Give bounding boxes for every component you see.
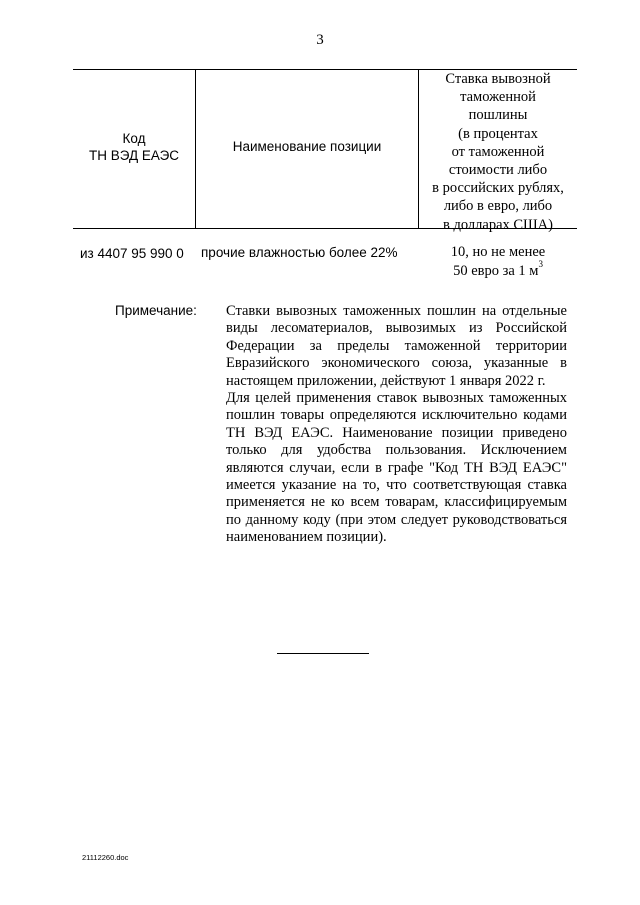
row-code: из 4407 95 990 0 xyxy=(80,246,184,261)
row-rate-text: 50 евро за 1 м xyxy=(453,263,539,279)
column-header-rate-line: стоимости либо xyxy=(448,162,548,179)
footer-doc-id: 21112260.doc xyxy=(82,853,129,862)
note-body xyxy=(226,303,567,547)
row-name: прочие влажностью более 22% xyxy=(201,245,398,260)
column-header-rate-line: от таможенной xyxy=(451,143,545,160)
row-rate xyxy=(419,243,577,281)
note-paragraph: Для целей применения ставок вывозных таможенных пошлин товары определяются исключительно кодами ТН ВЭД ЕАЭС. Наименование позиции приведено только для удобства пользования. Исключением являются случаи, если в графе "Код ТН ВЭД ЕАЭС" имеется указание на то, что соответствующая ставка применяется не ко всем товарам, классифицируемым по данному коду (при этом следует руководствоваться наименованием позиции). xyxy=(226,390,567,546)
row-rate-line xyxy=(419,259,577,281)
column-header-rate-line: таможенной xyxy=(460,89,536,106)
note-paragraph: Ставки вывозных таможенных пошлин на отдельные виды лесоматериалов, вывозимых из Российской Федерации за пределы таможенной территории Евразийского экономического союза, указанные в настоящем приложении, действуют 1 января 2022 г. xyxy=(226,303,567,389)
page-number: 3 xyxy=(316,32,324,48)
column-header-code-line: Код xyxy=(122,131,146,146)
row-rate-unit-superscript: 3 xyxy=(538,259,543,270)
row-rate-line: 10, но не менее xyxy=(450,244,546,260)
note-label: Примечание: xyxy=(115,303,197,318)
column-header-name: Наименование позиции xyxy=(232,139,382,154)
column-header-rate-line: Ставка вывозной xyxy=(445,71,551,87)
column-header-code xyxy=(73,130,195,164)
column-header-code-line: ТН ВЭД ЕАЭС xyxy=(88,148,180,163)
column-header-rate xyxy=(419,70,577,234)
column-header-rate-line: в долларах США) xyxy=(443,216,553,233)
column-header-rate-line: либо в евро, либо xyxy=(443,198,553,215)
column-header-rate-line: в российских рублях, xyxy=(432,180,564,197)
column-header-rate-line: пошлины xyxy=(468,107,528,124)
column-header-rate-line: (в процентах xyxy=(458,125,538,142)
end-of-document-line xyxy=(277,653,369,654)
